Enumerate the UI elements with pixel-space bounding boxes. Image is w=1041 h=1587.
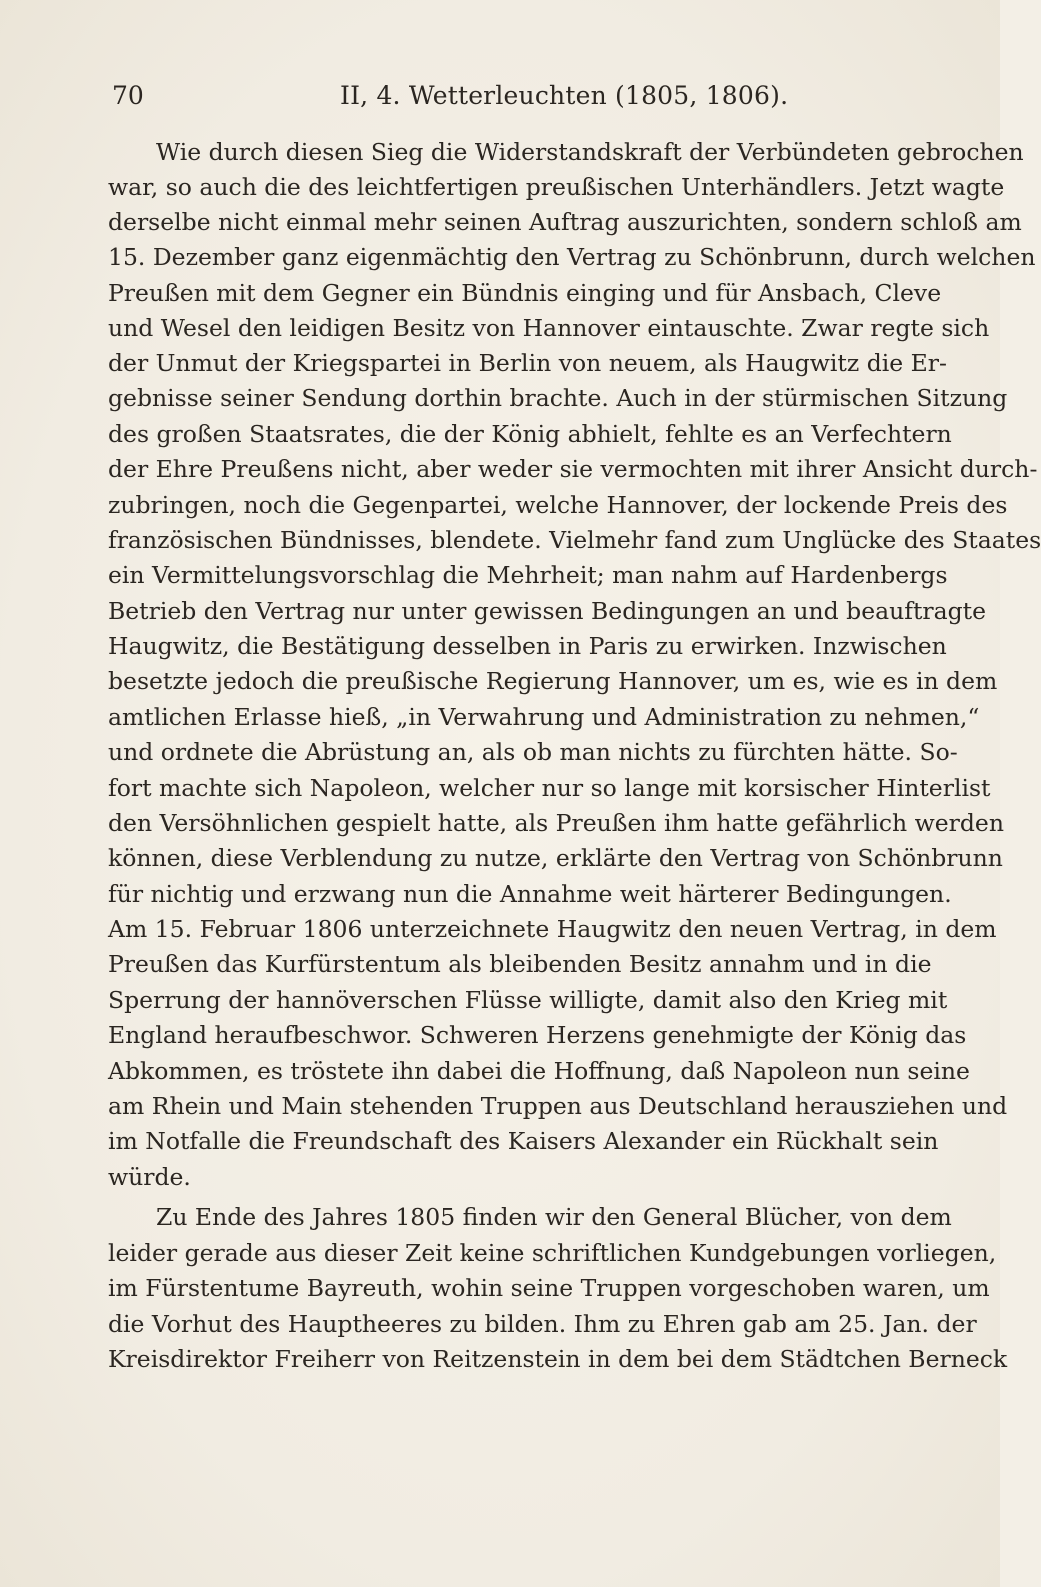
text-line: besetzte jedoch die preußische Regierung Hannover, um es, wie es in dem bbox=[108, 667, 998, 695]
text-line: für nichtig und erzwang nun die Annahme weit härterer Bedingungen. bbox=[108, 880, 952, 908]
text-line: Am 15. Februar 1806 unterzeichnete Haugwitz den neuen Vertrag, in dem bbox=[108, 915, 997, 943]
text-line: gebnisse seiner Sendung dorthin brachte. Auch in der stürmischen Sitzung bbox=[108, 384, 1008, 412]
text-line: Preußen mit dem Gegner ein Bündnis einging und für Ansbach, Cleve bbox=[108, 279, 942, 307]
text-line: derselbe nicht einmal mehr seinen Auftrag auszurichten, sondern schloß am bbox=[108, 208, 1022, 236]
text-line: Zu Ende des Jahres 1805 finden wir den General Blücher, von dem bbox=[156, 1203, 952, 1231]
text-line: können, diese Verblendung zu nutze, erklärte den Vertrag von Schönbrunn bbox=[108, 844, 1003, 872]
text-line: ein Vermittelungsvorschlag die Mehrheit; man nahm auf Hardenbergs bbox=[108, 561, 948, 589]
text-line: England heraufbeschwor. Schweren Herzens genehmigte der König das bbox=[108, 1021, 967, 1049]
text-line: und Wesel den leidigen Besitz von Hannover eintauschte. Zwar regte sich bbox=[108, 314, 990, 342]
text-line: Betrieb den Vertrag nur unter gewissen Bedingungen an und beauftragte bbox=[108, 597, 987, 625]
text-line: amtlichen Erlasse hieß, „in Verwahrung und Administration zu nehmen,“ bbox=[108, 703, 980, 731]
text-line: Wie durch diesen Sieg die Widerstandskraft der Verbündeten gebrochen bbox=[156, 138, 1024, 166]
text-line: Abkommen, es tröstete ihn dabei die Hoffnung, daß Napoleon nun seine bbox=[108, 1057, 970, 1085]
text-line: Preußen das Kurfürstentum als bleibenden Besitz annahm und in die bbox=[108, 950, 932, 978]
text-line: war, so auch die des leichtfertigen preußischen Unterhändlers. Jetzt wagte bbox=[108, 173, 1005, 201]
text-line: im Notfalle die Freundschaft des Kaisers Alexander ein Rückhalt sein bbox=[108, 1127, 939, 1155]
text-line: französischen Bündnisses, blendete. Vielmehr fand zum Unglücke des Staates bbox=[108, 526, 1041, 554]
text-line: die Vorhut des Hauptheeres zu bilden. Ihm zu Ehren gab am 25. Jan. der bbox=[108, 1310, 977, 1338]
page-number: 70 bbox=[112, 81, 144, 110]
text-line: würde. bbox=[108, 1163, 191, 1191]
text-line: leider gerade aus dieser Zeit keine schriftlichen Kundgebungen vorliegen, bbox=[108, 1239, 997, 1267]
text-line: zubringen, noch die Gegenpartei, welche Hannover, der lockende Preis des bbox=[108, 491, 1008, 519]
text-line: Kreisdirektor Freiherr von Reitzenstein in dem bei dem Städtchen Berneck bbox=[108, 1345, 1008, 1373]
running-head: II, 4. Wetterleuchten (1805, 1806). bbox=[340, 81, 789, 110]
text-line: fort machte sich Napoleon, welcher nur so lange mit korsischer Hinterlist bbox=[108, 774, 991, 802]
text-line: des großen Staatsrates, die der König abhielt, fehlte es an Verfechtern bbox=[108, 420, 952, 448]
text-line: und ordnete die Abrüstung an, als ob man nichts zu fürchten hätte. So- bbox=[108, 738, 958, 766]
text-line: Haugwitz, die Bestätigung desselben in Paris zu erwirken. Inzwischen bbox=[108, 632, 947, 660]
text-line: der Unmut der Kriegspartei in Berlin von neuem, als Haugwitz die Er- bbox=[108, 349, 947, 377]
text-line: 15. Dezember ganz eigenmächtig den Vertrag zu Schönbrunn, durch welchen bbox=[108, 243, 1036, 271]
page-header bbox=[108, 78, 908, 118]
text-line: der Ehre Preußens nicht, aber weder sie vermochten mit ihrer Ansicht durch- bbox=[108, 455, 1038, 483]
text-line: am Rhein und Main stehenden Truppen aus Deutschland herausziehen und bbox=[108, 1092, 1008, 1120]
text-line: Sperrung der hannöverschen Flüsse willigte, damit also den Krieg mit bbox=[108, 986, 948, 1014]
text-line: im Fürstentume Bayreuth, wohin seine Truppen vorgeschoben waren, um bbox=[108, 1274, 990, 1302]
text-line: den Versöhnlichen gespielt hatte, als Preußen ihm hatte gefährlich werden bbox=[108, 809, 1004, 837]
